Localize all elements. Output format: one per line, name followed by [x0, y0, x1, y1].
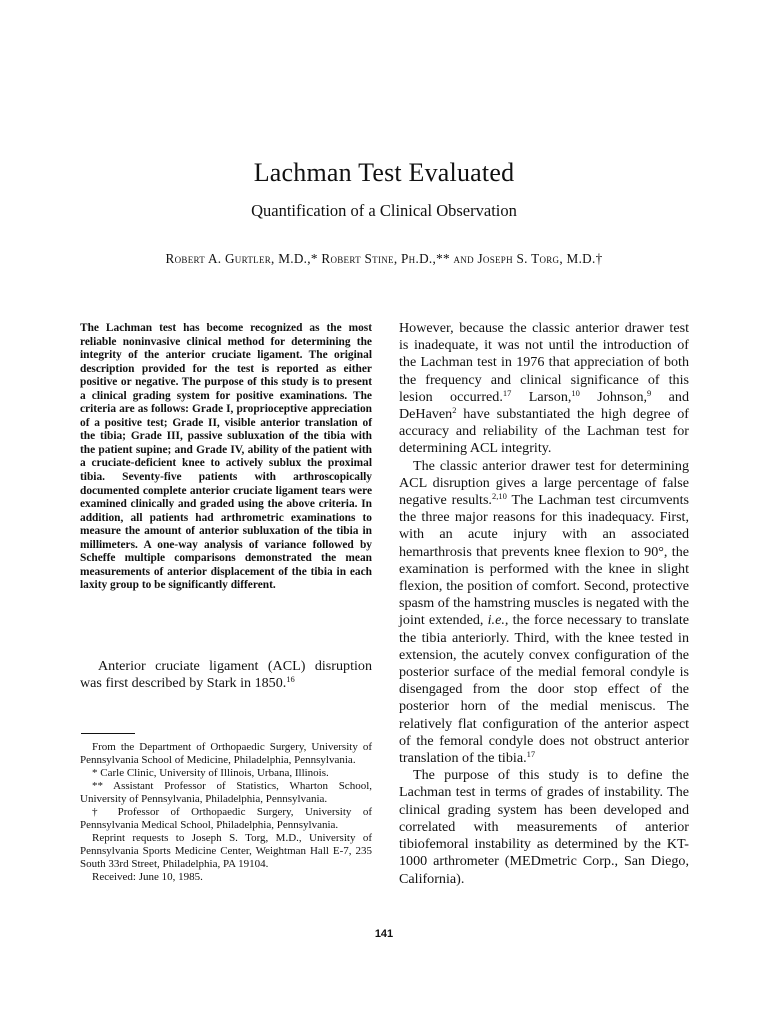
intro-paragraph [80, 658, 372, 692]
body-text: Larson, [511, 388, 572, 405]
reference-marker: 2 [452, 405, 457, 416]
reference-marker: 2,10 [491, 491, 507, 502]
reference-marker: 10 [571, 387, 580, 398]
author-line: Robert A. Gurtler, M.D.,* Robert Stine, Ph.D.,** and Joseph S. Torg, M.D.† [165, 251, 603, 266]
footnote-author-2: ** Assistant Professor of Statistics, Wharton School, University of Pennsylvania, Philadelphia, Pennsylvania. [80, 780, 372, 805]
intro-text: Anterior cruciate ligament (ACL) disruption was first described by Stark in 1850. [80, 658, 372, 692]
footnote-author-3: † Professor of Orthopaedic Surgery, University of Pennsylvania Medical School, Philadelphia, Pennsylvania. [80, 806, 372, 831]
italic-text: i.e., [487, 612, 509, 629]
footnotes [80, 741, 372, 884]
footnote-reprint: Reprint requests to Joseph S. Torg, M.D., University of Pennsylvania Sports Medicine Center, Weightman Hall E-7, 235 South 33rd Street, Philadelphia, PA 19104. [80, 832, 372, 870]
reference-marker: 9 [647, 387, 652, 398]
reference-marker: 17 [502, 387, 512, 398]
abstract-text: The Lachman test has become recognized as the most reliable noninvasive clinical method for determining the integrity of the anterior cruciate ligament. The original description provided for the test is reported as either positive or negative. The purpose of this study is to present a clinical grading system for positive examinations. The criteria are as follows: Grade I, proprioceptive appreciation of a positive test; Grade II, visible anterior translation of the tibia; Grade III, passive subluxation of the tibia with the patient supine; and Grade IV, ability of the patient with a cruciate-deficient knee to actively sublux the proximal tibia. Seventy-five patients with arthroscopically documented complete anterior cruciate ligament tears were examined clinically and graded using the above criteria. In addition, all patients had arthrometric examinations to measure the amount of anterior subluxation of the tibia in millimeters. A one-way analysis of variance followed by Scheffe multiple comparisons demonstrated the mean measurements of anterior displacement of the tibia in each laxity group to be significantly different. [80, 322, 372, 592]
abstract [80, 322, 372, 593]
body-text: The classic anterior drawer test for determining ACL disruption gives a large percentage of false negative results. [399, 457, 689, 509]
article-title: Lachman Test Evaluated [253, 158, 515, 187]
article-subtitle: Quantification of a Clinical Observation [251, 201, 517, 220]
body-text: have substantiated the high degree of accuracy and reliability of the Lachman test for determining ACL integrity. [399, 406, 689, 457]
footnote-rule [81, 733, 135, 734]
body-paragraph-2 [399, 458, 689, 768]
body-text: The Lachman test circumvents the three major reasons for this inadequacy. First, with an acute injury with an associated hemarthrosis that prevents knee flexion to 90°, the examination is performed with the knee in slight flexion, the position of comfort. Second, protective spasm of the hamstring muscles is negated with the joint extended, [399, 492, 689, 629]
right-column [399, 320, 689, 888]
body-paragraph-1 [399, 320, 689, 458]
body-text: and DeHaven [399, 388, 689, 423]
body-text: However, because the classic anterior drawer test is inadequate, it was not until the introduction of the Lachman test in 1976 that appreciation of both the frequency and clinical significance of this lesion occurred. [399, 320, 689, 405]
reference-marker: 17 [526, 749, 536, 760]
body-paragraph-3: The purpose of this study is to define the Lachman test in terms of grades of instability. The clinical grading system has been developed and correlated with measurements of anterior tibiofemoral instability as determined by the KT-1000 arthrometer (MEDmetric Corp., San Diego, California). [399, 767, 689, 887]
footnote-received: Received: June 10, 1985. [92, 871, 203, 883]
footnote-affiliation: From the Department of Orthopaedic Surgery, University of Pennsylvania School of Medicine, Philadelphia, Pennsylvania. [80, 741, 372, 766]
body-text: the force necessary to translate the tibia anteriorly. Third, with the knee tested in extension, the acutely convex configuration of the posterior surface of the medial femoral condyle is disengaged from the door stop effect of the posterior horn of the medial meniscus. The relatively flat configuration of the anterior aspect of the femoral condyle does not obstruct anterior translation of the tibia. [399, 612, 689, 767]
page-number: 141 [374, 928, 394, 940]
footnote-author-1: * Carle Clinic, University of Illinois, Urbana, Illinois. [92, 767, 329, 779]
body-text: Johnson, [579, 388, 648, 405]
reference-marker: 16 [286, 674, 295, 685]
